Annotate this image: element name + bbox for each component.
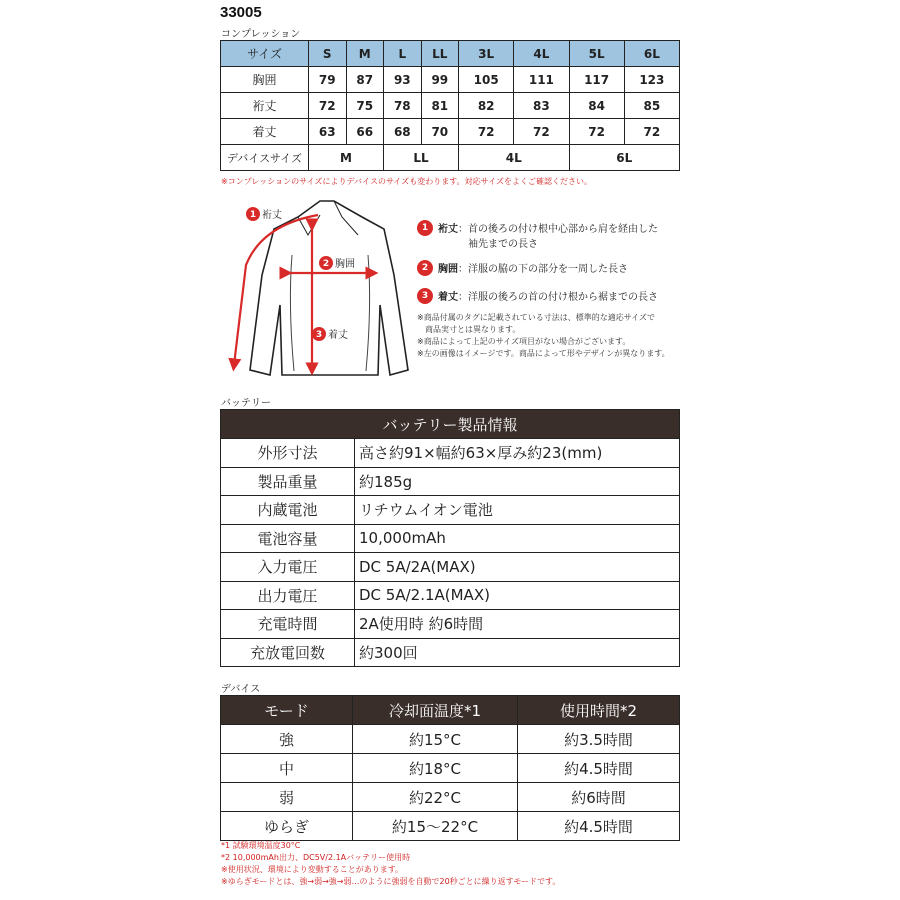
device-table-header	[221, 696, 680, 725]
footnote: *1 試験環境温度30°C	[221, 841, 301, 850]
table-cell: 78	[384, 93, 422, 119]
table-row	[221, 119, 680, 145]
spec-key: 外形寸法	[221, 439, 355, 468]
table-cell: M	[309, 145, 384, 171]
device-table	[220, 695, 680, 841]
header-cell: 4L	[514, 41, 569, 67]
spec-value: 2A使用時 約6時間	[355, 610, 680, 639]
time-cell: 約4.5時間	[518, 754, 680, 783]
mode-cell: ゆらぎ	[221, 812, 353, 841]
device-size-row	[221, 145, 680, 171]
size-note: ※コンプレッションのサイズによりデバイスのサイズも変わります。対応サイズをよくご確認ください。	[221, 177, 593, 186]
temp-cell: 約15〜22°C	[353, 812, 518, 841]
mode-cell: 弱	[221, 783, 353, 812]
spec-key: 製品重量	[221, 467, 355, 496]
table-cell: 6L	[569, 145, 680, 171]
table-row	[221, 725, 680, 754]
product-code: 33005	[220, 4, 262, 21]
legend-term: 胸囲	[438, 264, 458, 275]
footnote: *2 10,000mAh出力、DC5V/2.1Aバッテリー使用時	[221, 853, 411, 862]
time-cell: 約3.5時間	[518, 725, 680, 754]
marker-3-number: 3	[315, 330, 323, 340]
legend-text-cont: 袖先までの長さ	[468, 239, 538, 250]
table-cell: 63	[309, 119, 347, 145]
table-cell: 70	[421, 119, 459, 145]
table-row	[221, 93, 680, 119]
table-cell: 84	[569, 93, 624, 119]
header-cell: 冷却面温度*1	[353, 696, 518, 725]
note-line: ※左の画像はイメージです。商品によって形やデザインが異なります。	[417, 349, 670, 358]
table-cell: 105	[459, 67, 514, 93]
legend-number: 3	[417, 288, 433, 304]
table-row	[221, 610, 680, 639]
spec-value: 高さ約91×幅約63×厚み約23(mm)	[355, 439, 680, 468]
legend-term: 着丈	[438, 292, 458, 303]
table-row	[221, 553, 680, 582]
table-row	[221, 467, 680, 496]
spec-value: 約185g	[355, 467, 680, 496]
footnote: ※ゆらぎモードとは、強→弱→強→弱…のように強弱を自動で20秒ごとに繰り返すモードです。	[221, 877, 561, 886]
header-cell: S	[309, 41, 347, 67]
size-table-header	[221, 41, 680, 67]
spec-value: DC 5A/2A(MAX)	[355, 553, 680, 582]
device-section-label: デバイス	[221, 684, 261, 695]
table-cell: 66	[346, 119, 384, 145]
legend-term: 裄丈	[438, 224, 458, 235]
legend-number: 2	[417, 260, 433, 276]
time-cell: 約6時間	[518, 783, 680, 812]
table-cell: 79	[309, 67, 347, 93]
spec-key: 内蔵電池	[221, 496, 355, 525]
table-cell: 87	[346, 67, 384, 93]
legend-item	[417, 288, 687, 304]
table-row	[221, 524, 680, 553]
header-cell: 使用時間*2	[518, 696, 680, 725]
battery-table-title: バッテリー製品情報	[221, 410, 680, 439]
chest-label: 胸囲	[335, 259, 355, 270]
table-row	[221, 439, 680, 468]
marker-1-number: 1	[249, 210, 257, 220]
spec-value: 約300回	[355, 638, 680, 667]
table-cell: 72	[624, 119, 679, 145]
table-cell: 117	[569, 67, 624, 93]
header-cell: M	[346, 41, 384, 67]
header-cell: 3L	[459, 41, 514, 67]
table-cell: 85	[624, 93, 679, 119]
legend-item	[417, 220, 687, 250]
table-row	[221, 638, 680, 667]
table-row	[221, 754, 680, 783]
spec-value: リチウムイオン電池	[355, 496, 680, 525]
table-cell: 82	[459, 93, 514, 119]
table-cell: 72	[459, 119, 514, 145]
device-footnotes	[221, 840, 560, 888]
table-cell: 93	[384, 67, 422, 93]
table-cell: 4L	[459, 145, 569, 171]
header-cell: LL	[421, 41, 459, 67]
battery-section-label: バッテリー	[221, 398, 271, 409]
row-label: 胸囲	[221, 67, 309, 93]
row-label: 着丈	[221, 119, 309, 145]
spec-key: 入力電圧	[221, 553, 355, 582]
note-line: 商品実寸とは異なります。	[417, 325, 521, 334]
legend-text: ：首の後ろの付け根中心部から肩を経由した	[458, 224, 658, 235]
table-cell: 72	[309, 93, 347, 119]
header-cell: 5L	[569, 41, 624, 67]
spec-value: DC 5A/2.1A(MAX)	[355, 581, 680, 610]
header-cell: L	[384, 41, 422, 67]
note-line: ※商品によって上記のサイズ項目がない場合がございます。	[417, 337, 631, 346]
table-row	[221, 67, 680, 93]
header-cell: サイズ	[221, 41, 309, 67]
marker-2-number: 2	[322, 259, 330, 269]
table-cell: 68	[384, 119, 422, 145]
table-row	[221, 496, 680, 525]
battery-table	[220, 409, 680, 667]
size-table	[220, 40, 680, 171]
row-label: デバイスサイズ	[221, 145, 309, 171]
table-cell: 83	[514, 93, 569, 119]
temp-cell: 約22°C	[353, 783, 518, 812]
footnote: ※使用状況、環境により変動することがあります。	[221, 865, 404, 874]
temp-cell: 約15°C	[353, 725, 518, 754]
header-cell: モード	[221, 696, 353, 725]
spec-key: 出力電圧	[221, 581, 355, 610]
time-cell: 約4.5時間	[518, 812, 680, 841]
mode-cell: 中	[221, 754, 353, 783]
legend-text: ：洋服の脇の下の部分を一周した長さ	[458, 264, 628, 275]
table-cell: 99	[421, 67, 459, 93]
compression-section-label: コンプレッション	[221, 29, 301, 40]
row-label: 裄丈	[221, 93, 309, 119]
length-label: 着丈	[328, 330, 348, 341]
table-row	[221, 812, 680, 841]
table-cell: 123	[624, 67, 679, 93]
spec-key: 電池容量	[221, 524, 355, 553]
table-cell: 111	[514, 67, 569, 93]
sleeve-label: 裄丈	[262, 210, 282, 221]
table-cell: LL	[384, 145, 459, 171]
table-row	[221, 581, 680, 610]
spec-key: 充電時間	[221, 610, 355, 639]
jacket-diagram	[222, 195, 412, 385]
table-cell: 72	[569, 119, 624, 145]
legend-item	[417, 260, 687, 276]
table-cell: 75	[346, 93, 384, 119]
table-cell: 81	[421, 93, 459, 119]
mode-cell: 強	[221, 725, 353, 754]
legend-number: 1	[417, 220, 433, 236]
table-row	[221, 783, 680, 812]
header-cell: 6L	[624, 41, 679, 67]
table-cell: 72	[514, 119, 569, 145]
spec-key: 充放電回数	[221, 638, 355, 667]
legend-text: ：洋服の後ろの首の付け根から裾までの長さ	[458, 292, 658, 303]
temp-cell: 約18°C	[353, 754, 518, 783]
diagram-notes	[417, 312, 687, 360]
jacket-outline	[250, 201, 408, 375]
measurement-legend	[417, 220, 687, 360]
note-line: ※商品付属のタグに記載されている寸法は、標準的な適応サイズで	[417, 313, 656, 322]
spec-value: 10,000mAh	[355, 524, 680, 553]
